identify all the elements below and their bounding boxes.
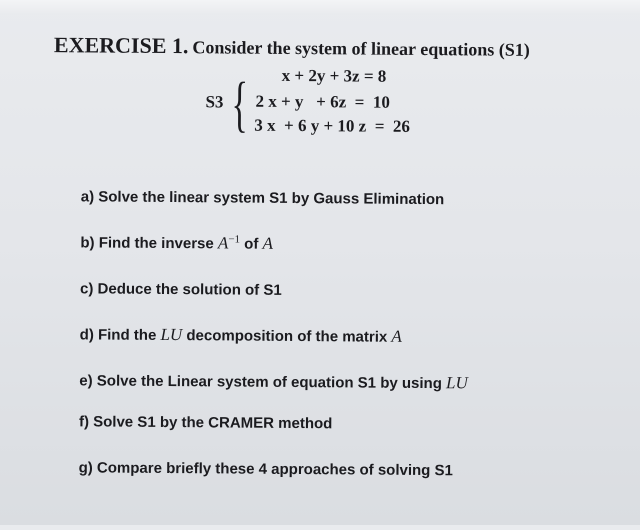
question-b-text: b) Find the inverse — [80, 234, 214, 253]
question-e — [79, 370, 468, 393]
equation-3: 3 x + 6 y + 10 z = 26 — [254, 115, 411, 136]
exercise-heading — [54, 32, 530, 62]
lu-symbol: LU — [160, 324, 183, 345]
system-label: S3 — [205, 92, 224, 112]
exercise-intro: Consider the system of linear equations (S1) — [192, 37, 530, 60]
inverse-exponent: −1 — [228, 233, 241, 246]
question-d-middle: decomposition of the matrix — [186, 327, 388, 346]
question-c: c) Deduce the solution of S1 — [79, 280, 282, 299]
equation-2: 2 x + y + 6z = 10 — [255, 91, 390, 112]
question-g: g) Compare briefly these 4 approaches of solving S1 — [78, 459, 453, 480]
lu-symbol-e: LU — [446, 373, 468, 393]
question-a: a) Solve the linear system S1 by Gauss Elimination — [80, 188, 445, 209]
question-e-text: e) Solve the Linear system of equation S1 by using — [79, 372, 442, 393]
matrix-symbol-d: A — [391, 326, 402, 346]
question-b-of: of — [244, 235, 259, 253]
question-f: f) Solve S1 by the CRAMER method — [78, 413, 333, 433]
question-d-text: d) Find the — [79, 326, 157, 344]
matrix-symbol: A — [217, 233, 229, 253]
exercise-label: EXERCISE 1. — [53, 32, 189, 59]
question-b — [80, 232, 273, 254]
matrix-symbol-target: A — [262, 233, 274, 253]
system-brace: { — [231, 70, 249, 139]
question-d — [80, 324, 402, 347]
equation-1: x + 2y + 3z = 8 — [281, 65, 387, 86]
